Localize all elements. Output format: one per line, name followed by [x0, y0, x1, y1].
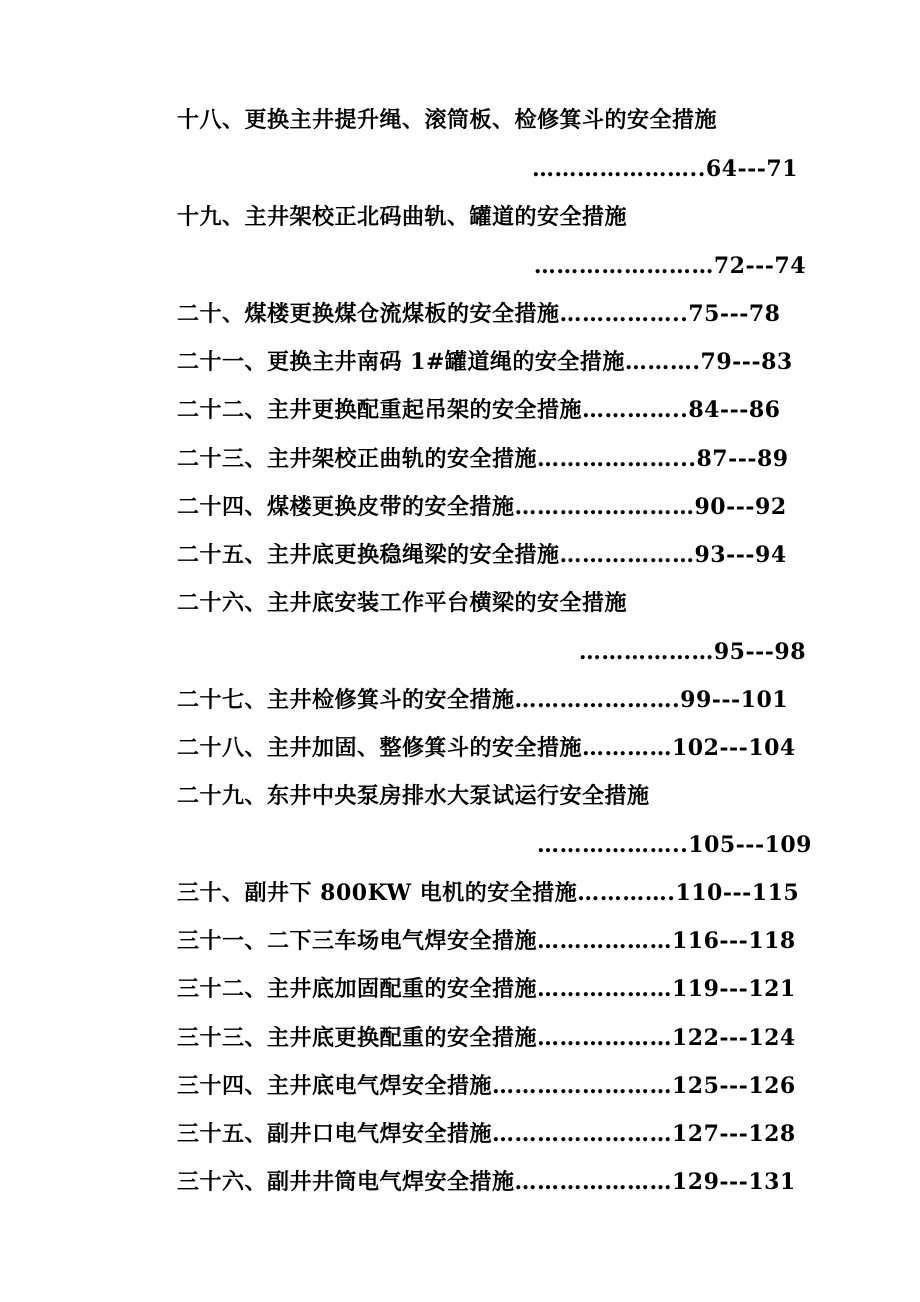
toc-entry-21: 二十一、更换主井南码 1#罐道绳的安全措施……….79---83: [177, 349, 793, 375]
toc-entry-22: 二十二、主井更换配重起吊架的安全措施…………..84---86: [177, 397, 781, 423]
toc-entry-18-pages: …………………..64---71: [532, 156, 798, 182]
toc-entry-24: 二十四、煤楼更换皮带的安全措施……………………90---92: [177, 494, 787, 520]
toc-entry-18-title: 十八、更换主井提升绳、滚筒板、检修箕斗的安全措施: [177, 107, 718, 133]
toc-entry-20: 二十、煤楼更换煤仓流煤板的安全措施……………..75---78: [177, 301, 781, 327]
toc-entry-34: 三十四、主井底电气焊安全措施……………………125---126: [177, 1073, 796, 1099]
toc-entry-29-title: 二十九、东井中央泵房排水大泵试运行安全措施: [177, 783, 650, 809]
toc-entry-27: 二十七、主井检修箕斗的安全措施………………….99---101: [177, 687, 789, 713]
toc-entry-35: 三十五、副井口电气焊安全措施……………………127---128: [177, 1121, 796, 1147]
toc-entry-26-pages: ………………95---98: [578, 639, 806, 665]
toc-entry-29-pages: ………………..105---109: [536, 832, 812, 858]
toc-entry-32: 三十二、主井底加固配重的安全措施………………119---121: [177, 976, 796, 1002]
toc-entry-36: 三十六、副井井筒电气焊安全措施…………………129---131: [177, 1169, 796, 1195]
toc-entry-31: 三十一、二下三车场电气焊安全措施………………116---118: [177, 928, 796, 954]
toc-entry-23: 二十三、主井架校正曲轨的安全措施………………...87---89: [177, 446, 789, 472]
toc-entry-30: 三十、副井下 800KW 电机的安全措施………….110---115: [177, 880, 800, 906]
toc-entry-19-title: 十九、主井架校正北码曲轨、罐道的安全措施: [177, 204, 628, 230]
toc-entry-33: 三十三、主井底更换配重的安全措施………………122---124: [177, 1025, 796, 1051]
toc-entry-26-title: 二十六、主井底安装工作平台横梁的安全措施: [177, 590, 628, 616]
toc-entry-25: 二十五、主井底更换稳绳梁的安全措施………………93---94: [177, 542, 787, 568]
toc-entry-19-pages: ……………………72---74: [533, 253, 806, 279]
toc-entry-28: 二十八、主井加固、整修箕斗的安全措施…………102---104: [177, 735, 796, 761]
